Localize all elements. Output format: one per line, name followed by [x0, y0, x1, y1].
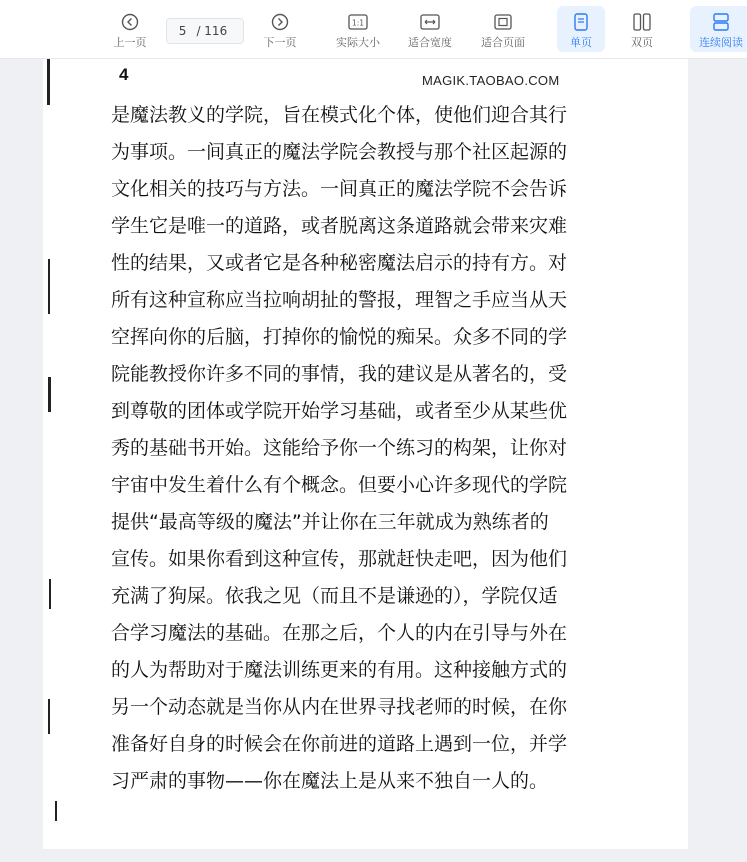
- single-page-button[interactable]: [557, 6, 605, 52]
- scan-edge-mark: [47, 59, 50, 105]
- chevron-left-circle-icon: [121, 12, 139, 32]
- scan-edge-mark: [49, 579, 51, 609]
- fit-width-button[interactable]: [402, 0, 458, 58]
- text-line: 习严肃的事物——你在魔法上是从来不独自一人的。: [111, 770, 549, 792]
- page-number: 4: [119, 65, 129, 84]
- viewer-toolbar: [0, 0, 747, 59]
- page-number-input[interactable]: 5: [178, 24, 187, 38]
- text-line: 所有这种宣称应当拉响胡扯的警报，理智之手应当从天: [111, 289, 568, 311]
- scan-edge-mark: [48, 377, 51, 412]
- fit-page-icon: [494, 12, 512, 32]
- page-total: / 116: [196, 24, 228, 38]
- double-page-button[interactable]: [618, 0, 666, 58]
- chevron-right-circle-icon: [271, 12, 289, 32]
- actual-size-label: 实际大小: [336, 36, 380, 49]
- text-line: 到尊敬的团体或学院开始学习基础，或者至少从某些优: [111, 400, 568, 422]
- text-line: 是魔法教义的学院，旨在模式化个体，使他们迎合其行: [111, 104, 568, 126]
- watermark-text: MAGIK.TAOBAO.COM: [422, 73, 560, 88]
- text-line: 宣传。如果你看到这种宣传，那就赶快走吧，因为他们: [111, 548, 568, 570]
- prev-page-button[interactable]: [108, 0, 152, 58]
- fit-width-label: 适合宽度: [408, 36, 452, 49]
- single-page-label: 单页: [570, 36, 592, 49]
- double-page-label: 双页: [631, 36, 653, 49]
- continuous-reading-label: 连续阅读: [699, 36, 743, 49]
- text-line: 为事项。一间真正的魔法学院会教授与那个社区起源的: [111, 141, 568, 163]
- text-line: 提供“最高等级的魔法”并让你在三年就成为熟练者的: [111, 511, 549, 533]
- text-line: 院能教授你许多不同的事情，我的建议是从著名的，受: [111, 363, 568, 385]
- continuous-reading-icon: [713, 12, 729, 32]
- document-page: [43, 59, 688, 849]
- text-line: 学生它是唯一的道路，或者脱离这条道路就会带来灾难: [111, 215, 568, 237]
- body-text: [111, 97, 611, 800]
- continuous-reading-button[interactable]: [690, 6, 747, 52]
- actual-size-button[interactable]: [330, 0, 386, 58]
- actual-size-icon: [348, 12, 368, 32]
- scan-edge-mark: [55, 801, 57, 821]
- text-line: 性的结果，又或者它是各种秘密魔法启示的持有方。对: [111, 252, 568, 274]
- page-indicator: [166, 18, 244, 44]
- text-line: 合学习魔法的基础。在那之后，个人的内在引导与外在: [111, 622, 568, 644]
- prev-page-label: 上一页: [113, 36, 147, 49]
- next-page-label: 下一页: [263, 36, 297, 49]
- fit-page-button[interactable]: [475, 0, 531, 58]
- text-line: 另一个动态就是当你从内在世界寻找老师的时候，在你: [111, 696, 568, 718]
- single-page-icon: [574, 12, 588, 32]
- text-line: 的人为帮助对于魔法训练更来的有用。这种接触方式的: [111, 659, 568, 681]
- text-line: 充满了狗屎。依我之见（而且不是谦逊的），学院仅适: [111, 585, 558, 607]
- next-page-button[interactable]: [258, 0, 302, 58]
- text-line: 宇宙中发生着什么有个概念。但要小心许多现代的学院: [111, 474, 568, 496]
- double-page-icon: [633, 12, 651, 32]
- text-line: 文化相关的技巧与方法。一间真正的魔法学院不会告诉: [111, 178, 568, 200]
- svg-text:1:1: 1:1: [351, 18, 365, 28]
- fit-page-label: 适合页面: [481, 36, 525, 49]
- scan-edge-mark: [48, 259, 50, 314]
- text-line: 准备好自身的时候会在你前进的道路上遇到一位，并学: [111, 733, 568, 755]
- fit-width-icon: [420, 12, 440, 32]
- scan-edge-mark: [48, 699, 50, 734]
- text-line: 空挥向你的后脑，打掉你的愉悦的痴呆。众多不同的学: [111, 326, 568, 348]
- text-line: 秀的基础书开始。这能给予你一个练习的构架，让你对: [111, 437, 568, 459]
